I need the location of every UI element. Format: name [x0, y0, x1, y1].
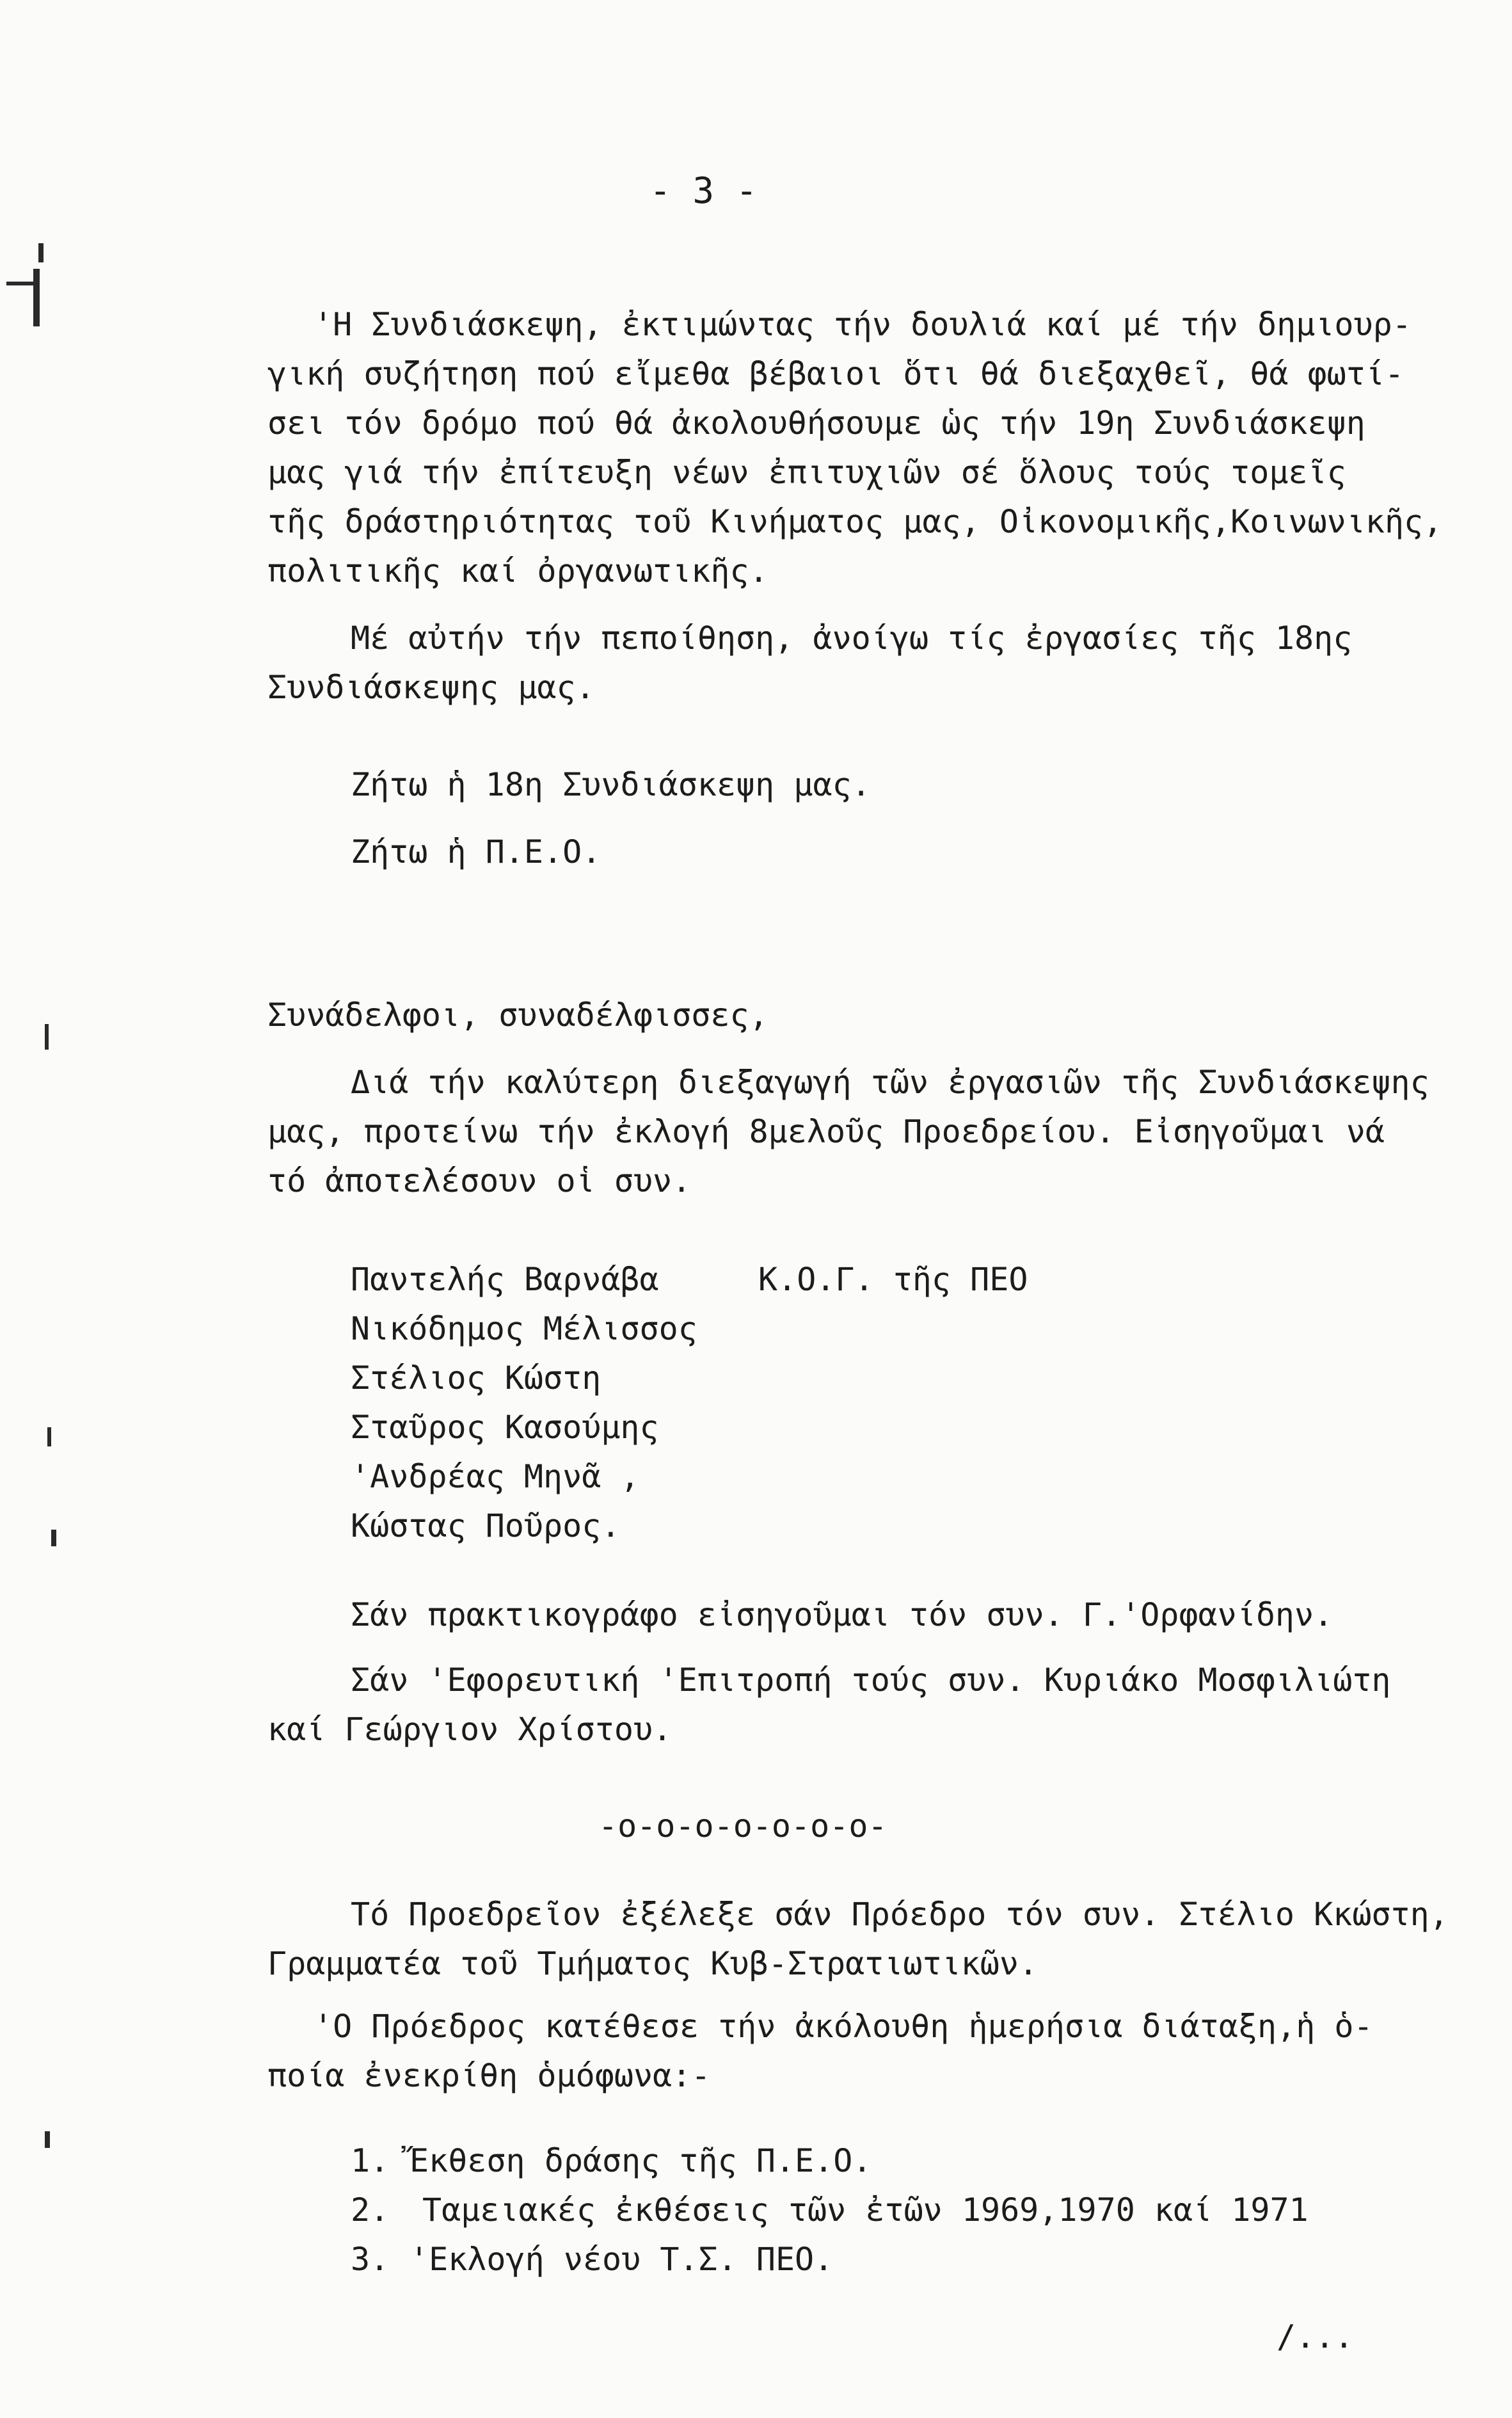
member-name: Κώστας Ποῦρος.	[351, 1507, 621, 1544]
presidium-line: Γραμματέα τοῦ Τμήματος Κυβ-Στρατιωτικῶν.	[267, 1945, 1039, 1982]
agenda-item-text: Ἔκθεση δράσης τῆς Π.Ε.Ο.	[410, 2142, 872, 2179]
agenda-item-number: 1.	[351, 2142, 390, 2179]
section-separator: -ο-ο-ο-ο-ο-ο-ο-	[598, 1807, 887, 1845]
presidium-line: Τό Προεδρεῖον ἐξέλεξε σάν Πρόεδρο τόν συν. Στέλιο Κκώστη,	[351, 1896, 1449, 1933]
agenda-item-number: 3.	[351, 2241, 390, 2278]
secretary-line: Σάν πρακτικογράφο εἰσηγοῦμαι τόν συν. Γ.'Ορφανίδην.	[351, 1596, 1333, 1633]
member-name: Στέλιος Κώστη	[351, 1359, 601, 1397]
member-name: Σταῦρος Κασούμης	[351, 1409, 659, 1446]
scan-edge-artifacts	[0, 0, 58, 2418]
member-role: Κ.Ο.Γ. τῆς ΠΕΟ	[758, 1261, 1028, 1298]
intro-line: σει τόν δρόμο πού θά ἀκολουθήσουμε ὡς τήν 19η Συνδιάσκεψη	[267, 404, 1365, 442]
committee-line: καί Γεώργιον Χρίστου.	[267, 1711, 672, 1748]
member-name: Παντελής Βαρνάβα	[351, 1261, 659, 1298]
intro-line: πολιτικῆς καί ὀργανωτικῆς.	[267, 552, 768, 589]
member-name: 'Ανδρέας Μηνᾶ ,	[351, 1458, 640, 1495]
agenda-intro-line: 'Ο Πρόεδρος κατέθεσε τήν ἀκόλουθη ἡμερήσια διάταξη,ἡ ὁ-	[314, 2008, 1373, 2045]
intro-line: 'Η Συνδιάσκεψη, ἐκτιμώντας τήν δουλιά καί μέ τήν δημιουρ-	[314, 306, 1412, 343]
proposal-line: Διά τήν καλύτερη διεξαγωγή τῶν ἐργασιῶν τῆς Συνδιάσκεψης	[351, 1064, 1429, 1101]
committee-line: Σάν 'Εφορευτική 'Επιτροπή τούς συν. Κυριάκο Μοσφιλιώτη	[351, 1661, 1391, 1699]
agenda-item-text: Ταμειακές ἐκθέσεις τῶν ἐτῶν 1969,1970 καί 1971	[422, 2191, 1309, 2229]
slogan: Ζήτω ἡ 18η Συνδιάσκεψη μας.	[351, 766, 871, 803]
confidence-line: Μέ αὐτήν τήν πεποίθηση, ἀνοίγω τίς ἐργασίες τῆς 18ης	[351, 620, 1353, 657]
continuation-mark: /...	[1277, 2318, 1354, 2355]
intro-line: τῆς δράστηριότητας τοῦ Κινήματος μας, Οἰκονομικῆς,Κοινωνικῆς,	[267, 503, 1443, 540]
page-number: - 3 -	[649, 170, 758, 212]
salutation: Συνάδελφοι, συναδέλφισσες,	[267, 997, 768, 1034]
slogan: Ζήτω ἡ Π.Ε.Ο.	[351, 833, 601, 870]
intro-line: γική συζήτηση πού εἴμεθα βέβαιοι ὅτι θά διεξαχθεῖ, θά φωτί-	[267, 355, 1405, 392]
confidence-line: Συνδιάσκεψης μας.	[267, 669, 595, 706]
proposal-line: τό ἀποτελέσουν οἱ συν.	[267, 1162, 692, 1199]
proposal-line: μας, προτείνω τήν ἐκλογή 8μελοῦς Προεδρείου. Εἰσηγοῦμαι νά	[267, 1113, 1385, 1150]
agenda-item-text: 'Εκλογή νέου Τ.Σ. ΠΕΟ.	[410, 2241, 834, 2278]
intro-line: μας γιά τήν ἐπίτευξη νέων ἐπιτυχιῶν σέ ὅλους τούς τομεῖς	[267, 454, 1346, 491]
agenda-item-number: 2.	[351, 2191, 390, 2229]
agenda-intro-line: ποία ἐνεκρίθη ὁμόφωνα:-	[267, 2057, 711, 2094]
member-name: Νικόδημος Μέλισσος	[351, 1310, 697, 1347]
